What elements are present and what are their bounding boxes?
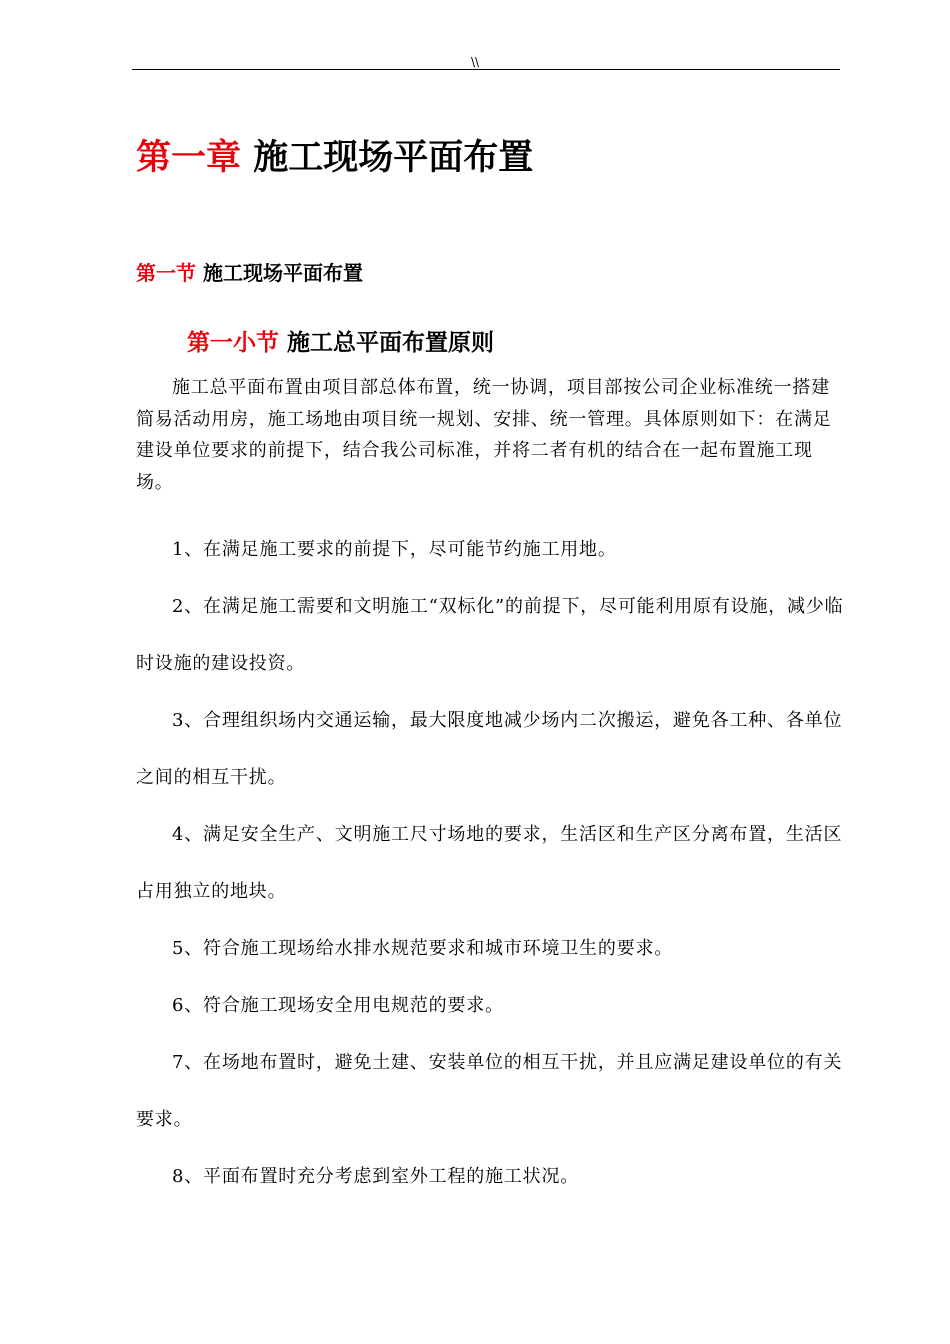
subsection-heading — [187, 327, 494, 359]
subsection-number: 第一小节 — [187, 330, 279, 356]
principle-item-8: 8、平面布置时充分考虑到室外工程的施工状况。 — [172, 1166, 580, 1187]
section-title: 施工现场平面布置 — [202, 261, 363, 285]
principle-item-2: 2、在满足施工需要和文明施工“双标化”的前提下，尽可能利用原有设施，减少临时设施的建设投资。 — [136, 596, 844, 674]
chapter-heading — [136, 136, 533, 180]
section-number: 第一节 — [136, 261, 196, 285]
subsection-title: 施工总平面布置原则 — [287, 330, 495, 356]
page-header-mark: \\ — [470, 55, 480, 69]
intro-paragraph: 施工总平面布置由项目部总体布置，统一协调，项目部按公司企业标准统一搭建简易活动用房，施工场地由项目统一规划、安排、统一管理。具体原则如下：在满足建设单位要求的前提下，结合我公司标准，并将二者有机的结合在一起布置施工现场。 — [136, 377, 832, 493]
principle-item-3: 3、合理组织场内交通运输，最大限度地减少场内二次搬运，避免各工种、各单位之间的相互干扰。 — [136, 710, 843, 788]
chapter-number: 第一章 — [136, 137, 242, 178]
principle-item-7: 7、在场地布置时，避免土建、安装单位的相互干扰，并且应满足建设单位的有关要求。 — [136, 1052, 843, 1130]
header-rule — [132, 69, 840, 70]
chapter-title: 施工现场平面布置 — [253, 137, 534, 178]
section-heading — [136, 259, 363, 287]
principle-item-4: 4、满足安全生产、文明施工尺寸场地的要求，生活区和生产区分离布置，生活区占用独立的地块。 — [136, 824, 843, 902]
principle-item-1: 1、在满足施工要求的前提下，尽可能节约施工用地。 — [172, 539, 617, 560]
principle-item-6: 6、符合施工现场安全用电规范的要求。 — [172, 995, 504, 1016]
principle-item-5: 5、符合施工现场给水排水规范要求和城市环境卫生的要求。 — [172, 938, 674, 959]
